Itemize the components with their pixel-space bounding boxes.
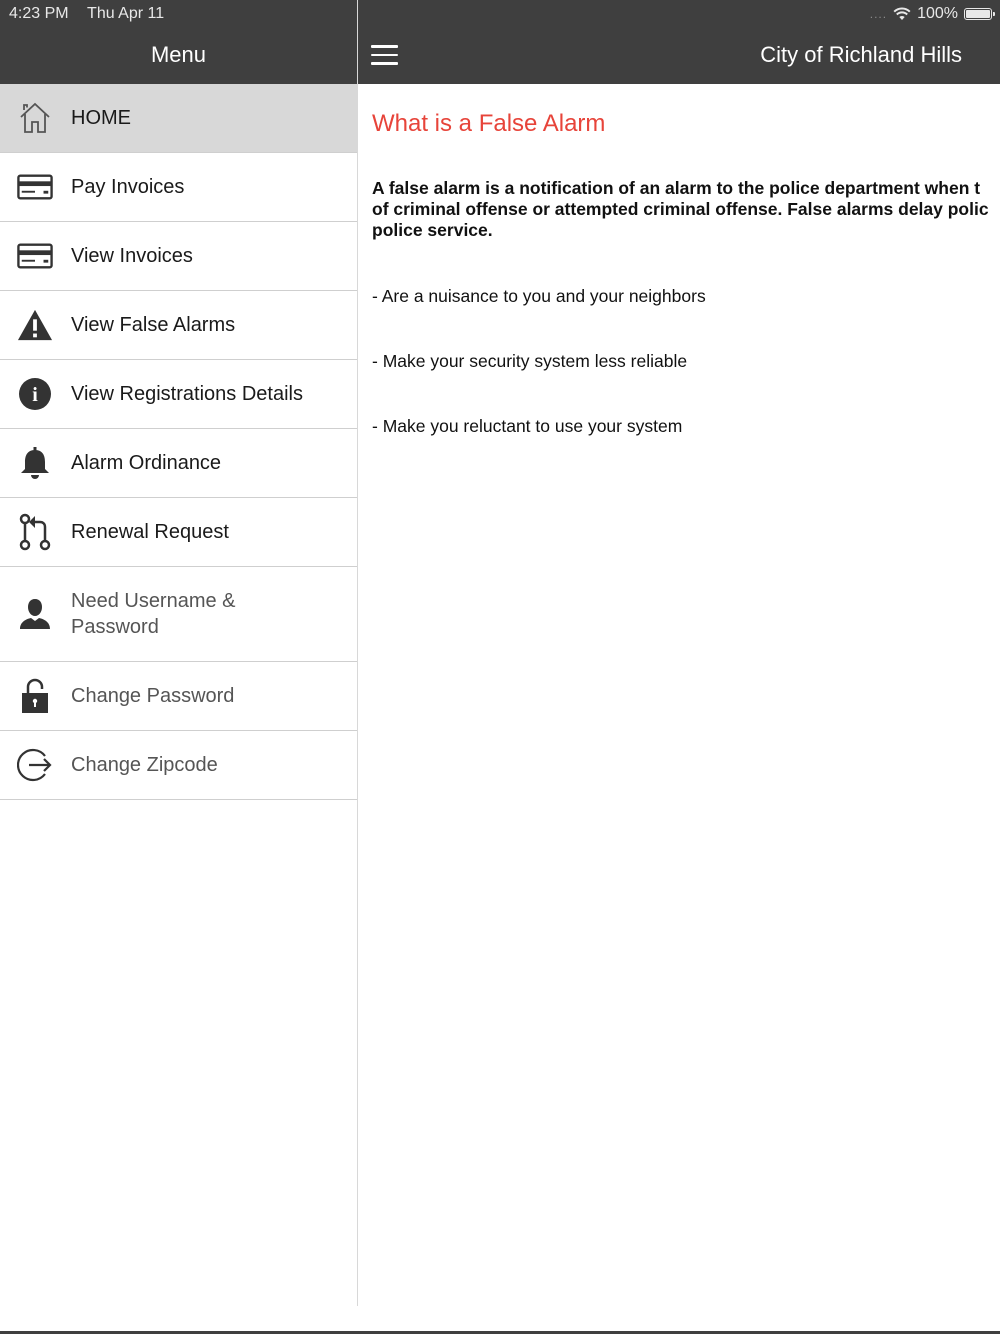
svg-text:i: i — [32, 384, 38, 406]
sidebar-title: Menu — [150, 42, 207, 67]
status-bar — [0, 0, 1000, 28]
main-panel — [358, 0, 1000, 1306]
lead-line-2: of criminal offense or attempted criminal offense. False alarms delay polic — [372, 199, 989, 219]
lead-line-1: A false alarm is a notification of an alarm to the police department when t — [372, 178, 981, 198]
sidebar-item-change-password[interactable] — [0, 662, 357, 731]
sidebar-item-label: Need Username & Password — [71, 590, 236, 638]
sidebar-item-label: View Registrations Details — [71, 383, 303, 405]
home-icon — [17, 100, 53, 136]
sidebar-item-label: Pay Invoices — [71, 176, 185, 198]
sidebar-item-label: Change Zipcode — [71, 754, 218, 776]
sidebar-item-label: Renewal Request — [71, 521, 229, 543]
sidebar-item-label: Change Password — [71, 685, 235, 707]
content — [372, 108, 1000, 437]
sidebar — [0, 0, 358, 1306]
hamburger-menu-icon[interactable] — [371, 45, 398, 65]
bullet-item: - Make you reluctant to use your system — [372, 416, 683, 436]
sidebar-item-view-registrations[interactable] — [0, 360, 357, 429]
content-heading: What is a False Alarm — [372, 110, 606, 137]
bullet-item: - Are a nuisance to you and your neighbors — [372, 286, 706, 306]
credit-card-icon — [17, 238, 53, 274]
lock-icon — [17, 678, 53, 714]
sidebar-item-label: Alarm Ordinance — [71, 452, 222, 474]
menu-list — [0, 84, 357, 800]
sidebar-item-label: HOME — [71, 107, 131, 129]
sidebar-item-label: View False Alarms — [71, 314, 236, 336]
sidebar-item-home[interactable] — [0, 84, 357, 153]
lead-line-3: police service. — [372, 220, 493, 240]
bullet-item: - Make your security system less reliable — [372, 351, 688, 371]
sidebar-item-need-username[interactable] — [0, 567, 357, 662]
user-icon — [17, 596, 53, 632]
renewal-icon — [17, 514, 53, 550]
sidebar-item-pay-invoices[interactable] — [0, 153, 357, 222]
info-icon — [17, 376, 53, 412]
sidebar-item-alarm-ordinance[interactable] — [0, 429, 357, 498]
wifi-icon — [893, 7, 911, 21]
battery-percent: 100% — [917, 5, 958, 22]
credit-card-icon — [17, 169, 53, 205]
signal-dots: .... — [869, 7, 888, 21]
sidebar-item-view-false-alarms[interactable] — [0, 291, 357, 360]
bell-icon — [17, 445, 53, 481]
logout-icon — [17, 747, 53, 783]
status-date: Thu Apr 11 — [87, 5, 165, 22]
content-lead — [372, 178, 1000, 241]
sidebar-item-view-invoices[interactable] — [0, 222, 357, 291]
page-title: City of Richland Hills — [760, 42, 962, 67]
sidebar-item-renewal-request[interactable] — [0, 498, 357, 567]
warning-icon — [17, 307, 53, 343]
status-time: 4:23 PM — [9, 5, 69, 22]
sidebar-item-change-zipcode[interactable] — [0, 731, 357, 800]
sidebar-item-label: View Invoices — [71, 245, 193, 267]
battery-icon — [964, 8, 992, 20]
